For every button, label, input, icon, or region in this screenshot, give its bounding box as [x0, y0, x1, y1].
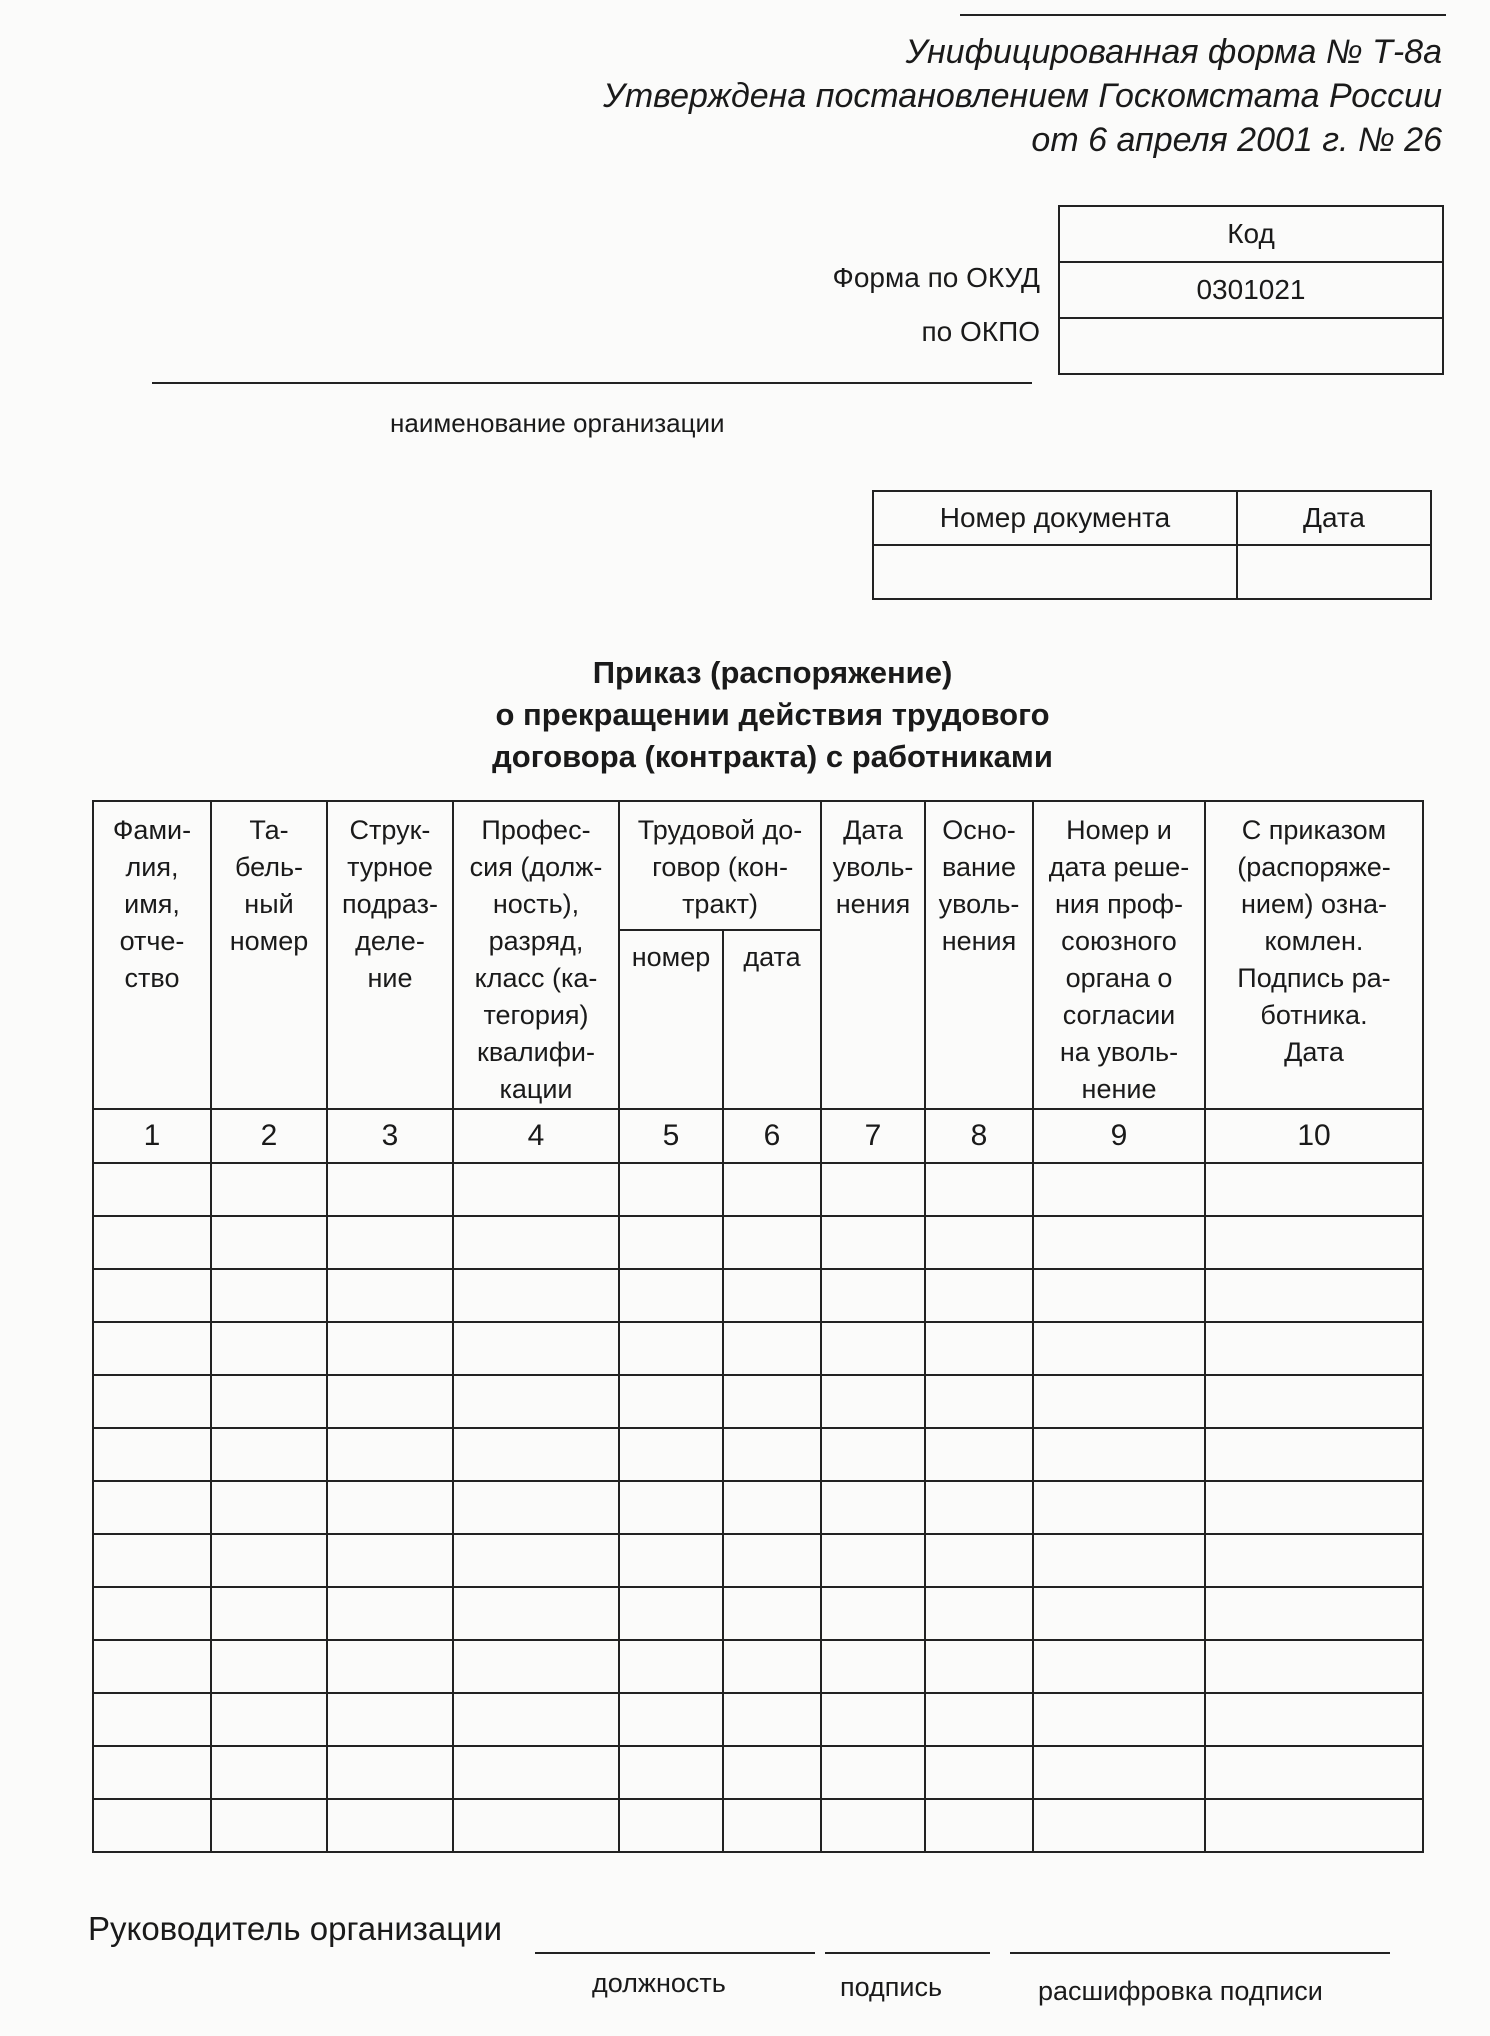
column-number: 1	[93, 1109, 211, 1163]
table-row	[93, 1799, 1423, 1852]
okpo-label: по ОКПО	[921, 316, 1040, 347]
table-cell[interactable]	[723, 1428, 821, 1481]
table-cell[interactable]	[211, 1799, 327, 1852]
table-row	[93, 1587, 1423, 1640]
table-row	[93, 1481, 1423, 1534]
table-cell[interactable]	[1205, 1322, 1423, 1375]
table-row	[93, 1534, 1423, 1587]
table-cell[interactable]	[619, 1269, 723, 1322]
table-cell[interactable]	[327, 1322, 453, 1375]
table-cell[interactable]	[925, 1587, 1033, 1640]
table-cell[interactable]	[453, 1322, 619, 1375]
manager-label: Руководитель организации	[88, 1910, 503, 1947]
col-tabnum-label: Та- бель- ный номер	[229, 815, 309, 956]
table-cell[interactable]	[1205, 1640, 1423, 1693]
table-cell[interactable]	[925, 1322, 1033, 1375]
okud-label: Форма по ОКУД	[832, 262, 1040, 293]
table-cell[interactable]	[723, 1587, 821, 1640]
table-cell[interactable]	[327, 1746, 453, 1799]
table-cell[interactable]	[211, 1322, 327, 1375]
col-contract-group-label: Трудовой до- говор (кон- тракт)	[637, 815, 803, 919]
table-cell[interactable]	[821, 1269, 925, 1322]
table-cell[interactable]	[1033, 1534, 1205, 1587]
column-number: 8	[925, 1109, 1033, 1163]
table-cell[interactable]	[1033, 1428, 1205, 1481]
title-line-3: договора (контракта) с работниками	[492, 739, 1053, 774]
table-cell[interactable]	[619, 1640, 723, 1693]
table-cell[interactable]	[619, 1481, 723, 1534]
table-cell[interactable]	[93, 1799, 211, 1852]
table-cell[interactable]	[821, 1746, 925, 1799]
table-cell[interactable]	[619, 1587, 723, 1640]
column-number: 6	[723, 1109, 821, 1163]
table-cell[interactable]	[1033, 1163, 1205, 1216]
table-cell[interactable]	[327, 1163, 453, 1216]
table-cell[interactable]	[211, 1746, 327, 1799]
table-cell[interactable]	[327, 1375, 453, 1428]
table-cell[interactable]	[453, 1587, 619, 1640]
col-department-header	[327, 801, 453, 1109]
table-cell[interactable]	[821, 1640, 925, 1693]
table-cell[interactable]	[1033, 1481, 1205, 1534]
organization-name-line[interactable]	[152, 382, 1032, 384]
table-cell[interactable]	[211, 1163, 327, 1216]
signature-line[interactable]	[825, 1952, 990, 1954]
table-cell[interactable]	[93, 1746, 211, 1799]
table-cell[interactable]	[925, 1746, 1033, 1799]
table-cell[interactable]	[925, 1640, 1033, 1693]
table-cell[interactable]	[619, 1375, 723, 1428]
table-cell[interactable]	[619, 1693, 723, 1746]
table-cell[interactable]	[93, 1375, 211, 1428]
table-cell[interactable]	[925, 1481, 1033, 1534]
table-cell[interactable]	[93, 1587, 211, 1640]
table-cell[interactable]	[723, 1693, 821, 1746]
position-line[interactable]	[535, 1952, 815, 1954]
table-cell[interactable]	[453, 1534, 619, 1587]
table-cell[interactable]	[211, 1693, 327, 1746]
table-cell[interactable]	[821, 1534, 925, 1587]
table-cell[interactable]	[211, 1269, 327, 1322]
table-cell[interactable]	[619, 1534, 723, 1587]
table-cell[interactable]	[925, 1163, 1033, 1216]
table-cell[interactable]	[1033, 1640, 1205, 1693]
employees-table	[92, 800, 1424, 1853]
column-number: 4	[453, 1109, 619, 1163]
okud-value[interactable]: 0301021	[1059, 262, 1443, 318]
table-cell[interactable]	[619, 1799, 723, 1852]
table-cell[interactable]	[453, 1640, 619, 1693]
table-cell[interactable]	[453, 1799, 619, 1852]
table-cell[interactable]	[1033, 1216, 1205, 1269]
table-cell[interactable]	[821, 1163, 925, 1216]
table-cell[interactable]	[1033, 1746, 1205, 1799]
table-row	[93, 1216, 1423, 1269]
table-cell[interactable]	[723, 1746, 821, 1799]
table-cell[interactable]	[93, 1534, 211, 1587]
table-cell[interactable]	[327, 1481, 453, 1534]
col-dismissal-reason-label: Осно- вание уволь- нения	[938, 815, 1020, 956]
table-cell[interactable]	[925, 1693, 1033, 1746]
document-number-value[interactable]	[873, 545, 1237, 599]
table-cell[interactable]	[821, 1799, 925, 1852]
col-acknowledged-header	[1205, 801, 1423, 1109]
column-number: 10	[1205, 1109, 1423, 1163]
table-cell[interactable]	[93, 1428, 211, 1481]
table-cell[interactable]	[327, 1534, 453, 1587]
table-row	[93, 1428, 1423, 1481]
col-tabnum-header	[211, 801, 327, 1109]
table-cell[interactable]	[453, 1746, 619, 1799]
table-cell[interactable]	[821, 1587, 925, 1640]
col-contract-group-header	[619, 801, 821, 930]
table-cell[interactable]	[723, 1640, 821, 1693]
col-contract-date-header: дата	[723, 930, 821, 1109]
table-cell[interactable]	[723, 1322, 821, 1375]
col-contract-number-header: номер	[619, 930, 723, 1109]
table-cell[interactable]	[93, 1216, 211, 1269]
col-dismissal-date-label: Дата уволь- нения	[832, 815, 914, 919]
table-cell[interactable]	[211, 1587, 327, 1640]
table-cell[interactable]	[1033, 1269, 1205, 1322]
table-cell[interactable]	[211, 1534, 327, 1587]
col-union-decision-header	[1033, 801, 1205, 1109]
table-cell[interactable]	[1205, 1534, 1423, 1587]
table-cell[interactable]	[327, 1693, 453, 1746]
table-cell[interactable]	[925, 1428, 1033, 1481]
column-number: 3	[327, 1109, 453, 1163]
table-cell[interactable]	[453, 1163, 619, 1216]
table-cell[interactable]	[925, 1534, 1033, 1587]
table-row	[93, 1746, 1423, 1799]
document-date-header: Дата	[1237, 491, 1431, 545]
title-line-2: о прекращении действия трудового	[495, 697, 1050, 732]
table-cell[interactable]	[1033, 1799, 1205, 1852]
table-cell[interactable]	[619, 1216, 723, 1269]
table-cell[interactable]	[327, 1799, 453, 1852]
col-profession-header	[453, 801, 619, 1109]
table-cell[interactable]	[1205, 1799, 1423, 1852]
table-row	[93, 1269, 1423, 1322]
col-acknowledged-label: С приказом (распоряже- нием) озна- комлен. Подпись ра- ботника. Дата	[1237, 815, 1391, 1067]
table-cell[interactable]	[93, 1163, 211, 1216]
table-cell[interactable]	[619, 1428, 723, 1481]
table-cell[interactable]	[1205, 1587, 1423, 1640]
table-cell[interactable]	[453, 1375, 619, 1428]
title-line-1: Приказ (распоряжение)	[592, 655, 953, 690]
table-cell[interactable]	[211, 1428, 327, 1481]
col-dismissal-date-header	[821, 801, 925, 1109]
table-cell[interactable]	[93, 1693, 211, 1746]
table-cell[interactable]	[93, 1269, 211, 1322]
table-cell[interactable]	[821, 1693, 925, 1746]
table-cell[interactable]	[1205, 1428, 1423, 1481]
approval-line: Утверждена постановлением Госкомстата России	[603, 77, 1442, 115]
table-cell[interactable]	[723, 1163, 821, 1216]
table-cell[interactable]	[1033, 1322, 1205, 1375]
form-number: Унифицированная форма № Т-8а	[905, 33, 1442, 71]
table-cell[interactable]	[1033, 1587, 1205, 1640]
col-union-decision-label: Номер и дата реше- ния проф- союзного органа о согласии на уволь- нение	[1048, 815, 1190, 1104]
table-cell[interactable]	[723, 1799, 821, 1852]
column-number: 2	[211, 1109, 327, 1163]
document-number-header: Номер документа	[873, 491, 1237, 545]
table-cell[interactable]	[93, 1640, 211, 1693]
table-cell[interactable]	[821, 1375, 925, 1428]
col-profession-label: Профес- сия (долж- ность), разряд, класс (ка- тегория) квалифи- кации	[469, 815, 603, 1104]
table-cell[interactable]	[1205, 1693, 1423, 1746]
document-title	[0, 652, 1490, 778]
table-cell[interactable]	[821, 1481, 925, 1534]
table-row	[93, 1375, 1423, 1428]
code-header: Код	[1059, 206, 1443, 262]
table-row	[93, 1693, 1423, 1746]
top-rule	[960, 14, 1446, 16]
approval-date: от 6 апреля 2001 г. № 26	[1031, 121, 1442, 159]
table-cell[interactable]	[453, 1216, 619, 1269]
col-dismissal-reason-header	[925, 801, 1033, 1109]
organization-caption: наименование организации	[390, 408, 725, 438]
table-cell[interactable]	[1033, 1693, 1205, 1746]
table-cell[interactable]	[211, 1640, 327, 1693]
table-cell[interactable]	[925, 1375, 1033, 1428]
table-cell[interactable]	[821, 1216, 925, 1269]
table-cell[interactable]	[619, 1163, 723, 1216]
code-box	[1058, 205, 1444, 375]
table-body	[93, 1163, 1423, 1852]
column-number: 5	[619, 1109, 723, 1163]
table-cell[interactable]	[723, 1216, 821, 1269]
document-date-value[interactable]	[1237, 545, 1431, 599]
table-cell[interactable]	[1033, 1375, 1205, 1428]
table-cell[interactable]	[453, 1481, 619, 1534]
table-cell[interactable]	[1205, 1481, 1423, 1534]
table-cell[interactable]	[925, 1216, 1033, 1269]
position-caption: должность	[592, 1968, 726, 1998]
table-cell[interactable]	[327, 1428, 453, 1481]
table-cell[interactable]	[327, 1216, 453, 1269]
table-cell[interactable]	[327, 1640, 453, 1693]
table-row	[93, 1322, 1423, 1375]
table-cell[interactable]	[925, 1799, 1033, 1852]
table-cell[interactable]	[1205, 1746, 1423, 1799]
table-row	[93, 1163, 1423, 1216]
table-cell[interactable]	[723, 1481, 821, 1534]
table-cell[interactable]	[1205, 1163, 1423, 1216]
signature-decoding-line[interactable]	[1010, 1952, 1390, 1954]
table-cell[interactable]	[453, 1269, 619, 1322]
signature-caption: подпись	[840, 1972, 943, 2002]
table-cell[interactable]	[93, 1481, 211, 1534]
table-cell[interactable]	[327, 1269, 453, 1322]
table-cell[interactable]	[723, 1534, 821, 1587]
table-cell[interactable]	[211, 1375, 327, 1428]
column-number: 9	[1033, 1109, 1205, 1163]
table-cell[interactable]	[211, 1216, 327, 1269]
col-fio-label: Фами- лия, имя, отче- ство	[112, 815, 192, 993]
table-cell[interactable]	[723, 1269, 821, 1322]
column-numbers-row	[93, 1109, 1423, 1163]
table-cell[interactable]	[1205, 1375, 1423, 1428]
col-department-label: Струк- турное подраз- деле- ние	[342, 815, 438, 993]
table-cell[interactable]	[93, 1322, 211, 1375]
table-cell[interactable]	[327, 1587, 453, 1640]
table-cell[interactable]	[1205, 1269, 1423, 1322]
table-cell[interactable]	[453, 1428, 619, 1481]
table-cell[interactable]	[723, 1375, 821, 1428]
table-row	[93, 1640, 1423, 1693]
table-cell[interactable]	[925, 1269, 1033, 1322]
table-cell[interactable]	[619, 1322, 723, 1375]
column-number: 7	[821, 1109, 925, 1163]
form-approval-header	[542, 30, 1442, 162]
signature-decoding-caption: расшифровка подписи	[1038, 1976, 1323, 2006]
table-cell[interactable]	[453, 1693, 619, 1746]
table-cell[interactable]	[821, 1322, 925, 1375]
okpo-value[interactable]	[1059, 318, 1443, 374]
table-cell[interactable]	[619, 1746, 723, 1799]
table-cell[interactable]	[1205, 1216, 1423, 1269]
table-cell[interactable]	[211, 1481, 327, 1534]
document-box	[872, 490, 1432, 600]
table-cell[interactable]	[821, 1428, 925, 1481]
col-fio-header	[93, 801, 211, 1109]
